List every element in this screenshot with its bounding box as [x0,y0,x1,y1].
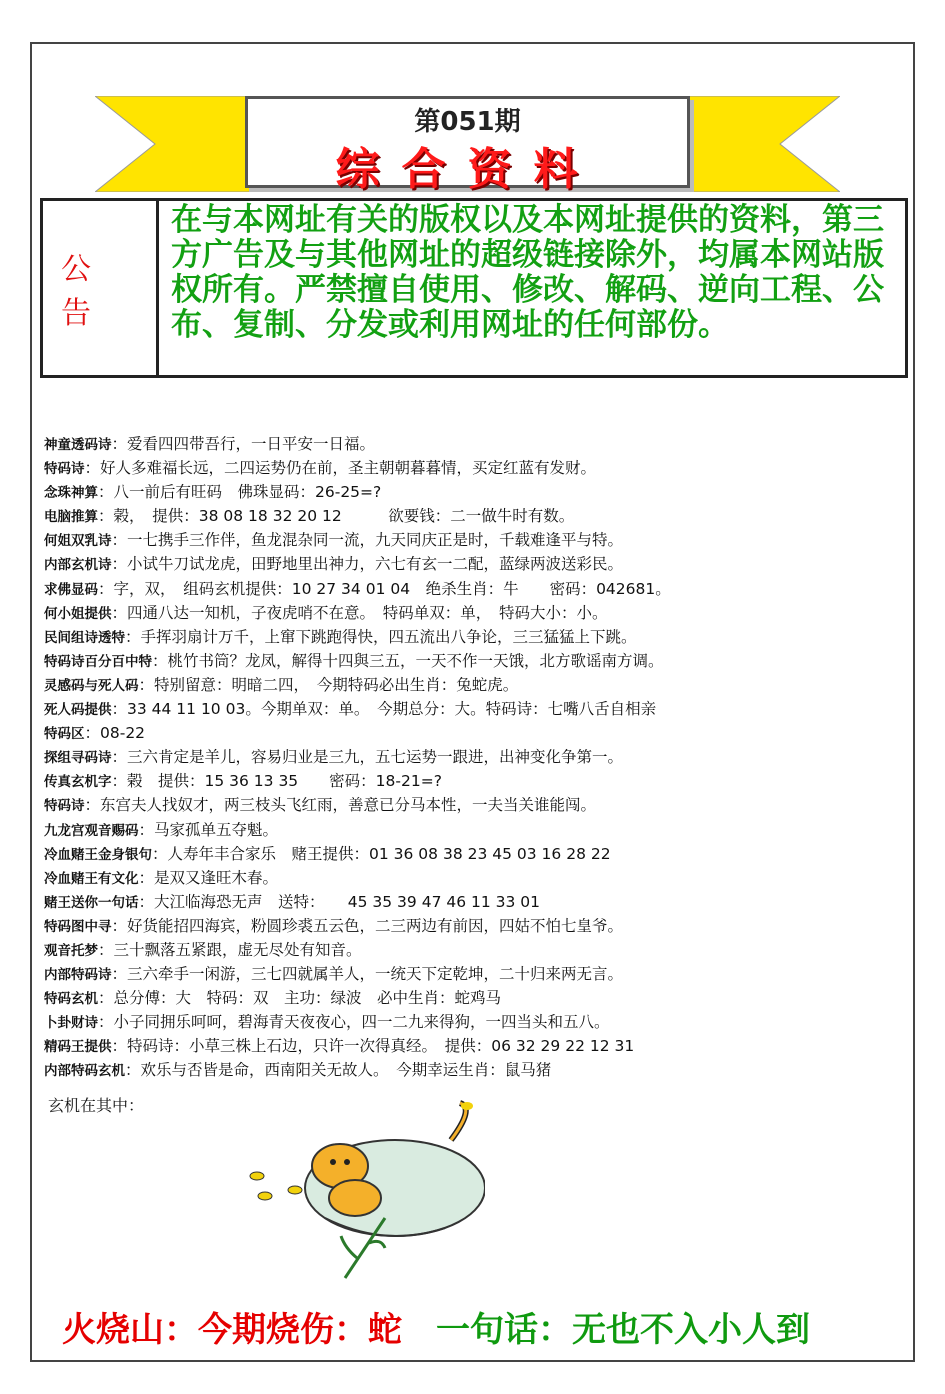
tiger-rock-illustration [245,1098,485,1288]
right-banner-wing [680,96,840,192]
info-line-key: 求佛显码 [44,581,98,598]
info-line-value: ：榖 提供：15 36 13 35 密码：18-21=? [111,772,442,791]
main-title: 综合资料 [335,144,600,195]
info-line-key: 特码区 [44,726,85,743]
info-line-key: 死人码提供 [44,702,112,719]
info-line-value: ：四通八达一知机，子夜虎哨不在意。 特码单双：单， 特码大小：小。 [111,603,608,622]
info-line-key: 灵感码与死人码 [44,677,139,694]
info-line-value: ：马家孤单五夺魁。 [138,820,279,839]
info-line-value: ：榖， 提供：38 08 18 32 20 12 欲要钱：二一做牛时有数。 [98,507,575,526]
info-line-key: 特码玄机 [44,991,98,1008]
info-line [44,528,904,552]
info-line-key: 精码王提供 [44,1039,112,1056]
hint-line: 玄机在其中： [48,1096,145,1115]
info-line-value: ：桃竹书筒？龙凤，解得十四與三五，一天不作一天饿，北方歌谣南方调。 [152,651,664,670]
info-line-key: 神童透码诗 [44,437,112,453]
info-line-value: ：大江临海恐无声 送特： 45 35 39 47 46 11 33 01 [138,892,541,911]
info-line-key: 内部玄机诗 [44,557,112,574]
info-line-key: 民间组诗透特 [44,629,125,646]
info-line-value: ：八一前后有旺码 佛珠显码：26-25=? [98,483,382,502]
info-line-value: ：一七携手三作伴，鱼龙混杂同一流，九天同庆正是时，千载难逢平与特。 [111,531,624,550]
info-line [44,1058,904,1082]
left-banner-wing [95,96,255,192]
info-line [44,842,904,866]
info-line-value: ：特码诗：小草三株上石边，只许一次得真经。 提供：06 32 29 22 12 31 [111,1037,635,1056]
info-line-value: ：三六牵手一闲游，三七四就属羊人，一统天下定乾坤，二十归来两无言。 [111,965,624,984]
info-line [44,986,904,1010]
info-line [44,938,904,962]
info-line-key: 电脑推算 [44,509,98,526]
info-line-key: 九龙宫观音赐码 [44,822,139,839]
info-line [44,432,904,456]
info-line-value: ：好人多难福长远，二四运势仍在前，圣主朝朝暮暮情，买定红蓝有发财。 [84,459,597,478]
info-line [44,673,904,697]
info-line [44,625,904,649]
info-line [44,866,904,890]
info-lines [44,432,904,1083]
info-line-value: ：08-22 [84,724,146,743]
info-line-value: ：三十飘落五紧跟，虚无尽处有知音。 [98,940,362,959]
notice-label: 公告 [43,201,159,375]
info-line-value: ：小子同拥乐呵呵，碧海青天夜夜心，四一二九来得狗，一四当头和五八。 [98,1013,610,1032]
info-line-value: ：好货能招四海宾，粉圆珍裘五云色，二三两边有前因，四姑不怕七皇爷。 [111,916,624,935]
footer-green-text: 一句话：无也不入小人到 [436,1310,810,1350]
info-line-key: 特码诗百分百中特 [44,653,152,670]
title-box [245,96,690,195]
info-line-value: ：总分傅：大 特码：双 主功：绿波 必中生肖：蛇鸡马 [98,989,502,1008]
info-line [44,818,904,842]
info-line-key: 何小姐提供 [44,605,112,622]
info-line [44,552,904,576]
notice-text: 在与本网址有关的版权以及本网址提供的资料，第三方广告及与其他网址的超级链接除外，均属本网站版权所有。严禁擅自使用、修改、解码、逆向工程、公布、复制、分发或利用网址的任何部份。 [171,202,884,343]
info-line-key: 特码诗 [44,798,85,815]
info-line [44,649,904,673]
info-line [44,793,904,817]
info-line [44,962,904,986]
info-line [44,504,904,528]
info-line [44,1034,904,1058]
info-line-value: ：爱看四四带吾行，一日平安一日福。 [111,435,376,453]
info-line-key: 冷血赌王有文化 [44,870,139,887]
info-line-value: ：小试牛刀试龙虎，田野地里出神力，六七有玄一二配，蓝绿两波送彩民。 [111,555,624,574]
info-line [44,577,904,601]
info-line-value: ：手挥羽扇计万千，上窜下跳跑得快，四五流出八争论，三三猛猛上下跳。 [125,627,637,646]
issue-number: 第051期 [414,107,521,137]
info-line [44,769,904,793]
info-line [44,721,904,745]
info-line [44,745,904,769]
notice-box [40,198,908,378]
info-line-key: 特码图中寻 [44,918,112,935]
info-line-key: 特码诗 [44,461,85,478]
info-line-value: ：东宫夫人找奴才，两三枝头飞红雨，善意已分马本性，一夫当关谁能闯。 [84,796,597,815]
info-line-key: 冷血赌王金身银句 [44,846,152,863]
info-line-key: 念珠神算 [44,485,98,502]
info-line-value: ：欢乐与否皆是命，西南阳关无故人。 今期幸运生肖：鼠马猪 [125,1061,552,1080]
info-line [44,601,904,625]
info-line-key: 内部特码玄机 [44,1063,125,1080]
footer-red-text: 火烧山：今期烧伤：蛇 [62,1310,436,1350]
info-line-value: ：人寿年丰合家乐 赌王提供：01 36 08 38 23 45 03 16 28 22 [152,844,611,863]
footer-banner [62,1302,810,1351]
info-line-key: 赌王送你一句话 [44,894,139,911]
info-line-key: 何姐双乳诗 [44,533,112,550]
info-line-key: 观音托梦 [44,942,98,959]
info-line [44,480,904,504]
info-line-key: 探组寻码诗 [44,750,112,767]
info-line-value: ：33 44 11 10 03。今期单双：单。 今期总分：大。特码诗：七嘴八舌自相亲 [111,700,657,719]
info-line-key: 内部特码诗 [44,967,112,984]
info-line-key: 卜卦财诗 [44,1015,98,1032]
info-line-value: ：字，双， 组码玄机提供：10 27 34 01 04 绝杀生肖：牛 密码：042681。 [98,579,671,598]
info-line-value: ：特别留意：明暗二四， 今期特码必出生肖：兔蛇虎。 [138,675,519,694]
info-line [44,456,904,480]
info-line [44,890,904,914]
info-line [44,697,904,721]
info-line-value: ：是双又逢旺木春。 [138,868,279,887]
info-line [44,1010,904,1034]
info-line-key: 传真玄机字 [44,774,112,791]
info-line [44,914,904,938]
info-line-value: ：三六肯定是羊儿，容易归业是三九，五七运势一跟进，出神变化争第一。 [111,748,624,767]
